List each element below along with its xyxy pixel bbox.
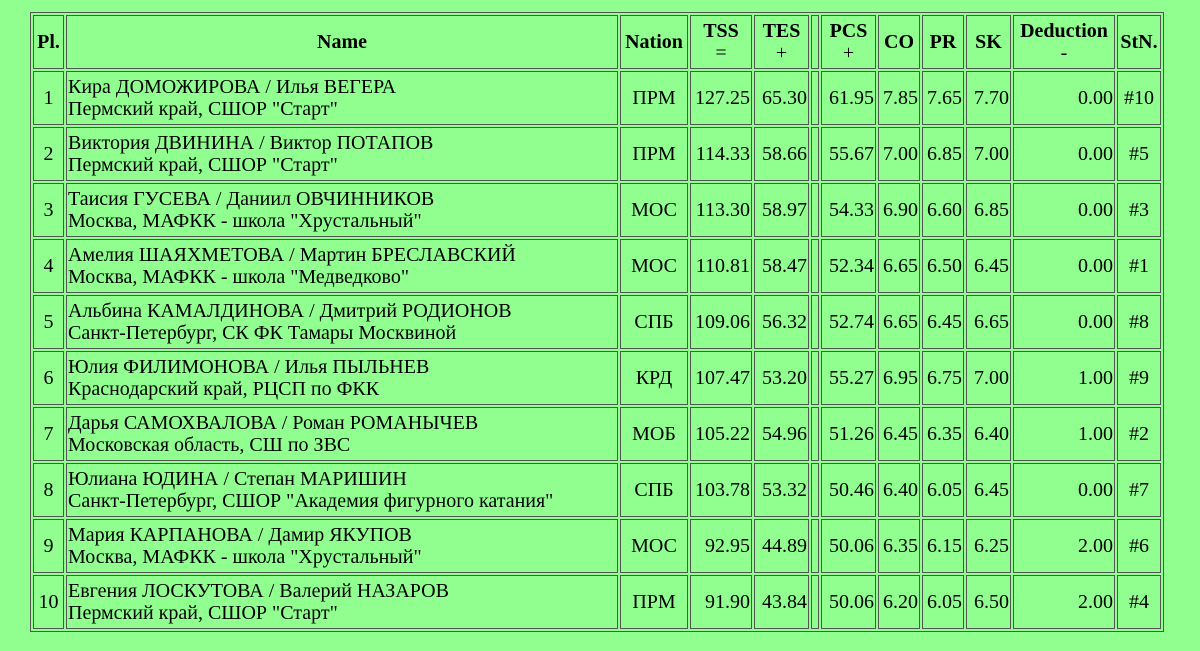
tes-cell: 53.32 [754, 463, 809, 517]
deduction-cell: 1.00 [1013, 351, 1115, 405]
start-number-cell: #8 [1117, 295, 1161, 349]
co-cell: 6.20 [878, 575, 920, 629]
header-deduction-label: Deduction [1020, 20, 1108, 42]
deduction-cell: 0.00 [1013, 71, 1115, 125]
start-number-cell: #3 [1117, 183, 1161, 237]
nation-cell: МОС [620, 519, 688, 573]
pcs-cell: 55.27 [821, 351, 876, 405]
tes-cell: 54.96 [754, 407, 809, 461]
place-cell: 2 [33, 127, 64, 181]
pr-cell: 6.35 [922, 407, 964, 461]
co-cell: 6.65 [878, 239, 920, 293]
gap-cell [811, 295, 819, 349]
header-co: CO [878, 15, 920, 69]
header-gap [811, 15, 819, 69]
skater-names: Юлиана ЮДИНА / Степан МАРИШИН [68, 468, 407, 490]
name-cell [66, 295, 618, 349]
tes-cell: 58.47 [754, 239, 809, 293]
sk-cell: 6.65 [966, 295, 1011, 349]
club-name: Краснодарский край, РЦСП по ФКК [68, 378, 380, 400]
header-deduction [1013, 15, 1115, 69]
gap-cell [811, 519, 819, 573]
name-cell [66, 127, 618, 181]
header-deduction-sign: - [1060, 42, 1068, 64]
tes-cell: 65.30 [754, 71, 809, 125]
table-row [33, 463, 1161, 517]
header-tss-label: TSS [703, 20, 739, 42]
co-cell: 6.40 [878, 463, 920, 517]
skater-names: Евгения ЛОСКУТОВА / Валерий НАЗАРОВ [68, 580, 449, 602]
gap-cell [811, 183, 819, 237]
co-cell: 6.90 [878, 183, 920, 237]
table-row [33, 575, 1161, 629]
club-name: Московская область, СШ по ЗВС [68, 434, 351, 456]
tss-cell: 105.22 [690, 407, 752, 461]
name-cell [66, 519, 618, 573]
place-cell: 7 [33, 407, 64, 461]
table-row [33, 71, 1161, 125]
pr-cell: 6.85 [922, 127, 964, 181]
start-number-cell: #2 [1117, 407, 1161, 461]
gap-cell [811, 463, 819, 517]
tes-cell: 44.89 [754, 519, 809, 573]
table-row [33, 295, 1161, 349]
nation-cell: ПРМ [620, 71, 688, 125]
skater-names: Виктория ДВИНИНА / Виктор ПОТАПОВ [68, 132, 434, 154]
place-cell: 8 [33, 463, 64, 517]
co-cell: 6.65 [878, 295, 920, 349]
tes-cell: 43.84 [754, 575, 809, 629]
tss-cell: 107.47 [690, 351, 752, 405]
tss-cell: 127.25 [690, 71, 752, 125]
table-row [33, 239, 1161, 293]
pcs-cell: 61.95 [821, 71, 876, 125]
pr-cell: 6.05 [922, 463, 964, 517]
place-cell: 3 [33, 183, 64, 237]
pr-cell: 6.60 [922, 183, 964, 237]
pr-cell: 6.05 [922, 575, 964, 629]
gap-cell [811, 239, 819, 293]
deduction-cell: 2.00 [1013, 575, 1115, 629]
header-row [33, 15, 1161, 69]
pr-cell: 6.75 [922, 351, 964, 405]
deduction-cell: 2.00 [1013, 519, 1115, 573]
header-pcs-sign: + [842, 42, 855, 64]
header-sk: SK [966, 15, 1011, 69]
tss-cell: 109.06 [690, 295, 752, 349]
tss-cell: 103.78 [690, 463, 752, 517]
sk-cell: 6.25 [966, 519, 1011, 573]
sk-cell: 6.50 [966, 575, 1011, 629]
nation-cell: ПРМ [620, 127, 688, 181]
nation-cell: КРД [620, 351, 688, 405]
name-cell [66, 71, 618, 125]
deduction-cell: 0.00 [1013, 183, 1115, 237]
skater-names: Амелия ШАЯХМЕТОВА / Мартин БРЕСЛАВСКИЙ [68, 244, 516, 266]
name-cell [66, 575, 618, 629]
place-cell: 4 [33, 239, 64, 293]
start-number-cell: #7 [1117, 463, 1161, 517]
pcs-cell: 55.67 [821, 127, 876, 181]
tes-cell: 58.97 [754, 183, 809, 237]
results-table [30, 12, 1164, 632]
tes-cell: 56.32 [754, 295, 809, 349]
sk-cell: 6.45 [966, 463, 1011, 517]
place-cell: 1 [33, 71, 64, 125]
club-name: Москва, МАФКК - школа "Хрустальный" [68, 210, 422, 232]
co-cell: 7.00 [878, 127, 920, 181]
place-cell: 6 [33, 351, 64, 405]
header-nation: Nation [620, 15, 688, 69]
skater-names: Альбина КАМАЛДИНОВА / Дмитрий РОДИОНОВ [68, 300, 512, 322]
nation-cell: МОС [620, 183, 688, 237]
nation-cell: МОС [620, 239, 688, 293]
gap-cell [811, 127, 819, 181]
header-tes-sign: + [775, 42, 788, 64]
pcs-cell: 52.74 [821, 295, 876, 349]
sk-cell: 6.40 [966, 407, 1011, 461]
header-tss-sign: = [715, 42, 727, 64]
name-cell [66, 239, 618, 293]
skater-names: Дарья САМОХВАЛОВА / Роман РОМАНЫЧЕВ [68, 412, 479, 434]
header-pr: PR [922, 15, 964, 69]
results-body [33, 71, 1161, 629]
name-cell [66, 463, 618, 517]
sk-cell: 7.70 [966, 71, 1011, 125]
deduction-cell: 0.00 [1013, 239, 1115, 293]
header-start-number: StN. [1117, 15, 1161, 69]
table-row [33, 127, 1161, 181]
nation-cell: ПРМ [620, 575, 688, 629]
tes-cell: 53.20 [754, 351, 809, 405]
deduction-cell: 0.00 [1013, 295, 1115, 349]
club-name: Пермский край, СШОР "Старт" [68, 98, 338, 120]
club-name: Пермский край, СШОР "Старт" [68, 602, 338, 624]
place-cell: 10 [33, 575, 64, 629]
place-cell: 9 [33, 519, 64, 573]
start-number-cell: #5 [1117, 127, 1161, 181]
header-tes [754, 15, 809, 69]
sk-cell: 7.00 [966, 127, 1011, 181]
table-row [33, 407, 1161, 461]
gap-cell [811, 71, 819, 125]
pcs-cell: 52.34 [821, 239, 876, 293]
tss-cell: 110.81 [690, 239, 752, 293]
table-row [33, 183, 1161, 237]
nation-cell: СПБ [620, 463, 688, 517]
sk-cell: 6.45 [966, 239, 1011, 293]
tes-cell: 58.66 [754, 127, 809, 181]
deduction-cell: 0.00 [1013, 127, 1115, 181]
header-tss [690, 15, 752, 69]
table-row [33, 351, 1161, 405]
tss-cell: 91.90 [690, 575, 752, 629]
start-number-cell: #10 [1117, 71, 1161, 125]
pcs-cell: 50.06 [821, 519, 876, 573]
club-name: Москва, МАФКК - школа "Хрустальный" [68, 546, 422, 568]
skater-names: Юлия ФИЛИМОНОВА / Илья ПЫЛЬНЕВ [68, 356, 430, 378]
header-pcs [821, 15, 876, 69]
co-cell: 6.95 [878, 351, 920, 405]
sk-cell: 7.00 [966, 351, 1011, 405]
header-pcs-label: PCS [829, 20, 868, 42]
tss-cell: 92.95 [690, 519, 752, 573]
deduction-cell: 0.00 [1013, 463, 1115, 517]
header-name: Name [66, 15, 618, 69]
pcs-cell: 54.33 [821, 183, 876, 237]
pr-cell: 6.50 [922, 239, 964, 293]
name-cell [66, 351, 618, 405]
name-cell [66, 183, 618, 237]
start-number-cell: #6 [1117, 519, 1161, 573]
pr-cell: 7.65 [922, 71, 964, 125]
gap-cell [811, 575, 819, 629]
header-place: Pl. [33, 15, 64, 69]
tss-cell: 114.33 [690, 127, 752, 181]
table-row [33, 519, 1161, 573]
header-tes-label: TES [762, 20, 801, 42]
club-name: Москва, МАФКК - школа "Медведково" [68, 266, 409, 288]
skater-names: Таисия ГУСЕВА / Даниил ОВЧИННИКОВ [68, 188, 435, 210]
name-cell [66, 407, 618, 461]
deduction-cell: 1.00 [1013, 407, 1115, 461]
place-cell: 5 [33, 295, 64, 349]
start-number-cell: #1 [1117, 239, 1161, 293]
pcs-cell: 51.26 [821, 407, 876, 461]
start-number-cell: #4 [1117, 575, 1161, 629]
nation-cell: СПБ [620, 295, 688, 349]
skater-names: Мария КАРПАНОВА / Дамир ЯКУПОВ [68, 524, 412, 546]
gap-cell [811, 351, 819, 405]
pcs-cell: 50.06 [821, 575, 876, 629]
club-name: Пермский край, СШОР "Старт" [68, 154, 338, 176]
pcs-cell: 50.46 [821, 463, 876, 517]
skater-names: Кира ДОМОЖИРОВА / Илья ВЕГЕРА [68, 76, 397, 98]
gap-cell [811, 407, 819, 461]
sk-cell: 6.85 [966, 183, 1011, 237]
club-name: Санкт-Петербург, СШОР "Академия фигурного катания" [68, 490, 554, 512]
nation-cell: МОБ [620, 407, 688, 461]
co-cell: 7.85 [878, 71, 920, 125]
club-name: Санкт-Петербург, СК ФК Тамары Москвиной [68, 322, 457, 344]
tss-cell: 113.30 [690, 183, 752, 237]
start-number-cell: #9 [1117, 351, 1161, 405]
co-cell: 6.45 [878, 407, 920, 461]
pr-cell: 6.15 [922, 519, 964, 573]
pr-cell: 6.45 [922, 295, 964, 349]
co-cell: 6.35 [878, 519, 920, 573]
